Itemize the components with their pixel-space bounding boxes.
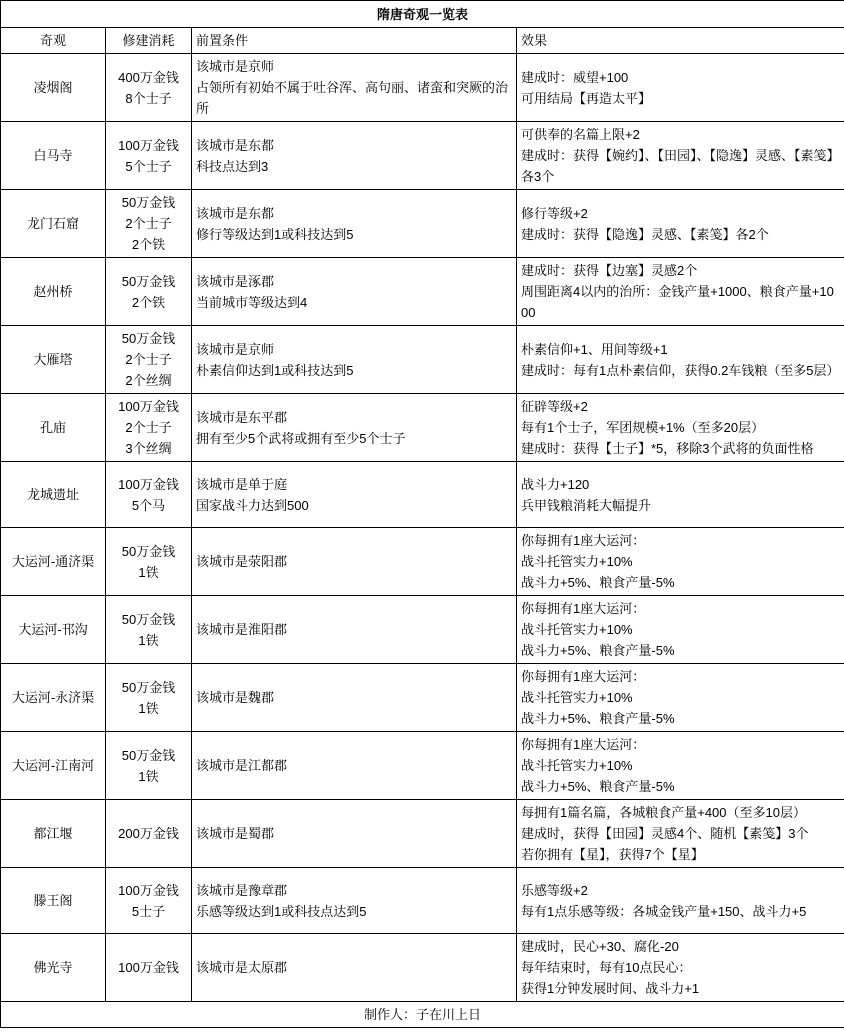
wonder-cost [106,664,192,732]
prereq-line: 该城市是太原郡 [196,960,288,975]
prereq-line: 拥有至少5个武将或拥有至少5个士子 [196,430,406,446]
table-row [1,122,844,190]
cost-line: 2个丝绸 [125,373,172,388]
table-row [1,934,844,1002]
wonder-prerequisite [192,596,517,664]
effect-line: 你每拥有1座大运河： [521,669,646,684]
effect-line: 获得1分钟发展时间、战斗力+1 [521,981,700,996]
cost-line: 5个马 [131,497,166,513]
cost-line: 5士子 [131,903,166,919]
effect-line: 你每拥有1座大运河： [521,601,646,616]
wonder-effect [517,596,844,664]
column-header-prerequisite: 前置条件 [192,28,517,54]
wonder-cost [106,732,192,800]
table-row [1,462,844,528]
wonder-effect [517,800,844,868]
table-row [1,868,844,934]
cost-line: 50万金钱 [121,679,176,695]
cost-line: 100万金钱 [118,476,179,492]
wonder-prerequisite [192,868,517,934]
wonder-effect [517,934,844,1002]
effect-line: 可用结局【再造太平】 [521,90,652,106]
prereq-line: 该城市是单于庭 [196,476,288,492]
wonder-prerequisite [192,664,517,732]
cost-line: 100万金钱 [118,399,179,414]
wonder-cost [106,190,192,258]
cost-line: 1铁 [138,632,159,648]
effect-line: 战斗托管实力+10% [521,690,633,705]
wonder-name: 凌烟阁 [1,54,106,122]
wonder-effect [517,528,844,596]
prereq-line: 当前城市等级达到4 [196,294,308,310]
wonder-effect [517,54,844,122]
wonder-prerequisite [192,54,517,122]
wonder-cost [106,394,192,462]
wonder-name: 孔庙 [1,394,106,462]
wonder-name: 佛光寺 [1,934,106,1002]
effect-line: 建成时，民心+30、腐化-20 [521,939,679,954]
table-row [1,596,844,664]
prereq-line: 朴素信仰达到1或科技达到5 [196,362,354,378]
wonder-effect [517,868,844,934]
prereq-line: 该城市是京师 [196,59,275,74]
effect-line: 建成时，获得【田园】灵感4个、随机【素笺】3个 [521,826,809,841]
cost-line: 2个铁 [131,237,166,252]
effect-line: 建成时：获得【边塞】灵感2个 [521,263,698,278]
prereq-line: 该城市是东平郡 [196,409,288,425]
effect-line: 战斗托管实力+10% [521,758,633,773]
effect-line: 你每拥有1座大运河： [521,737,646,752]
credits-text: 制作人：子在川上日 [1,1002,844,1028]
cost-line: 100万金钱 [118,882,179,898]
prereq-line: 该城市是东都 [196,137,275,153]
wonder-effect [517,122,844,190]
wonder-cost [106,868,192,934]
table-row [1,394,844,462]
cost-line: 2个士子 [125,420,172,435]
wonder-effect [517,732,844,800]
cost-line: 2个士子 [125,352,172,367]
prereq-line: 该城市是东都 [196,205,275,221]
effect-line: 兵甲钱粮消耗大幅提升 [521,497,652,513]
table-row [1,528,844,596]
wonder-effect [517,326,844,394]
wonder-prerequisite [192,934,517,1002]
cost-line: 8个士子 [125,90,172,106]
effect-line: 战斗力+120 [521,476,590,492]
cost-line: 2个铁 [131,294,166,310]
effect-line: 你每拥有1座大运河： [521,533,646,548]
effect-line: 战斗托管实力+10% [521,622,633,637]
effect-line: 建成时：获得【婉约】、【田园】、【隐逸】灵感、【素笺】各3个 [521,148,840,184]
wonder-name: 都江堰 [1,800,106,868]
effect-line: 建成时：每有1点朴素信仰，获得0.2车钱粮（至多5层） [521,362,840,378]
wonder-name: 大运河-江南河 [1,732,106,800]
cost-line: 50万金钱 [121,331,176,346]
effect-line: 战斗力+5%、粮食产量-5% [521,575,675,590]
table-row [1,326,844,394]
wonder-prerequisite [192,258,517,326]
cost-line: 50万金钱 [121,273,176,289]
wonder-name: 滕王阁 [1,868,106,934]
effect-line: 战斗托管实力+10% [521,554,633,569]
table-row [1,258,844,326]
prereq-line: 占领所有初始不属于吐谷浑、高句丽、诸蛮和突厥的治所 [196,80,509,116]
prereq-line: 该城市是荥阳郡 [196,554,288,569]
table-row [1,732,844,800]
effect-line: 每拥有1篇名篇，各城粮食产量+400（至多10层） [521,805,806,820]
table-title-row [1,1,844,28]
wonder-name: 大运河-永济渠 [1,664,106,732]
wonder-cost [106,258,192,326]
wonder-cost [106,596,192,664]
cost-line: 1铁 [138,768,159,784]
wonder-effect [517,664,844,732]
effect-line: 征辟等级+2 [521,399,588,414]
column-header-effect: 效果 [517,28,844,54]
effect-line: 建成时：威望+100 [521,69,629,85]
wonder-cost [106,800,192,868]
prereq-line: 该城市是涿郡 [196,273,275,289]
wonder-prerequisite [192,122,517,190]
wonder-prerequisite [192,190,517,258]
wonder-cost [106,462,192,528]
wonder-name: 大雁塔 [1,326,106,394]
table-row [1,800,844,868]
wonder-prerequisite [192,326,517,394]
table-header-row [1,28,844,54]
table-row [1,54,844,122]
prereq-line: 该城市是江都郡 [196,758,288,773]
prereq-line: 国家战斗力达到500 [196,497,309,513]
cost-line: 50万金钱 [121,195,176,210]
effect-line: 建成时：获得【士子】*5，移除3个武将的负面性格 [521,441,814,456]
wonder-prerequisite [192,394,517,462]
wonder-cost [106,528,192,596]
cost-line: 50万金钱 [121,611,176,627]
effect-line: 建成时：获得【隐逸】灵感、【素笺】各2个 [521,226,769,242]
cost-line: 200万金钱 [118,826,179,841]
wonder-name: 大运河-通济渠 [1,528,106,596]
cost-line: 100万金钱 [118,137,179,153]
wonder-cost [106,934,192,1002]
cost-line: 3个丝绸 [125,441,172,456]
wonder-name: 龙城遗址 [1,462,106,528]
table-footer-row [1,1002,844,1028]
effect-line: 可供奉的名篇上限+2 [521,127,640,142]
wonder-name: 大运河-邗沟 [1,596,106,664]
effect-line: 每年结束时，每有10点民心： [521,960,692,975]
cost-line: 5个士子 [125,158,172,174]
effect-line: 战斗力+5%、粮食产量-5% [521,643,675,658]
table-row [1,190,844,258]
wonder-effect [517,190,844,258]
wonder-effect [517,394,844,462]
table-row [1,664,844,732]
cost-line: 100万金钱 [118,960,179,975]
prereq-line: 修行等级达到1或科技达到5 [196,226,354,242]
effect-line: 周围距离4以内的治所：金钱产量+1000、粮食产量+1000 [521,284,834,320]
wonder-cost [106,122,192,190]
column-header-wonder: 奇观 [1,28,106,54]
prereq-line: 科技点达到3 [196,158,269,174]
wonder-name: 白马寺 [1,122,106,190]
cost-line: 1铁 [138,564,159,580]
prereq-line: 该城市是蜀郡 [196,826,275,841]
effect-line: 战斗力+5%、粮食产量-5% [521,711,675,726]
wonder-effect [517,462,844,528]
wonders-table-body [1,1,844,1028]
wonder-prerequisite [192,732,517,800]
wonder-cost [106,54,192,122]
page-title: 隋唐奇观一览表 [1,1,844,28]
wonder-name: 龙门石窟 [1,190,106,258]
prereq-line: 该城市是豫章郡 [196,882,288,898]
effect-line: 修行等级+2 [521,205,588,221]
wonder-prerequisite [192,462,517,528]
cost-line: 50万金钱 [121,747,176,763]
cost-line: 50万金钱 [121,543,176,559]
effect-line: 每有1个士子，军团规模+1%（至多20层） [521,420,765,435]
effect-line: 战斗力+5%、粮食产量-5% [521,779,675,794]
wonder-name: 赵州桥 [1,258,106,326]
wonder-effect [517,258,844,326]
prereq-line: 该城市是魏郡 [196,690,275,705]
effect-line: 乐感等级+2 [521,882,588,898]
wonder-prerequisite [192,800,517,868]
cost-line: 400万金钱 [118,69,179,85]
cost-line: 2个士子 [125,216,172,231]
wonder-cost [106,326,192,394]
wonder-prerequisite [192,528,517,596]
prereq-line: 该城市是京师 [196,341,275,357]
effect-line: 若你拥有【星】，获得7个【星】 [521,847,704,862]
prereq-line: 该城市是淮阳郡 [196,622,288,637]
cost-line: 1铁 [138,700,159,716]
column-header-cost: 修建消耗 [106,28,192,54]
effect-line: 每有1点乐感等级：各城金钱产量+150、战斗力+5 [521,903,807,919]
prereq-line: 乐感等级达到1或科技点达到5 [196,903,367,919]
effect-line: 朴素信仰+1、用间等级+1 [521,341,668,357]
